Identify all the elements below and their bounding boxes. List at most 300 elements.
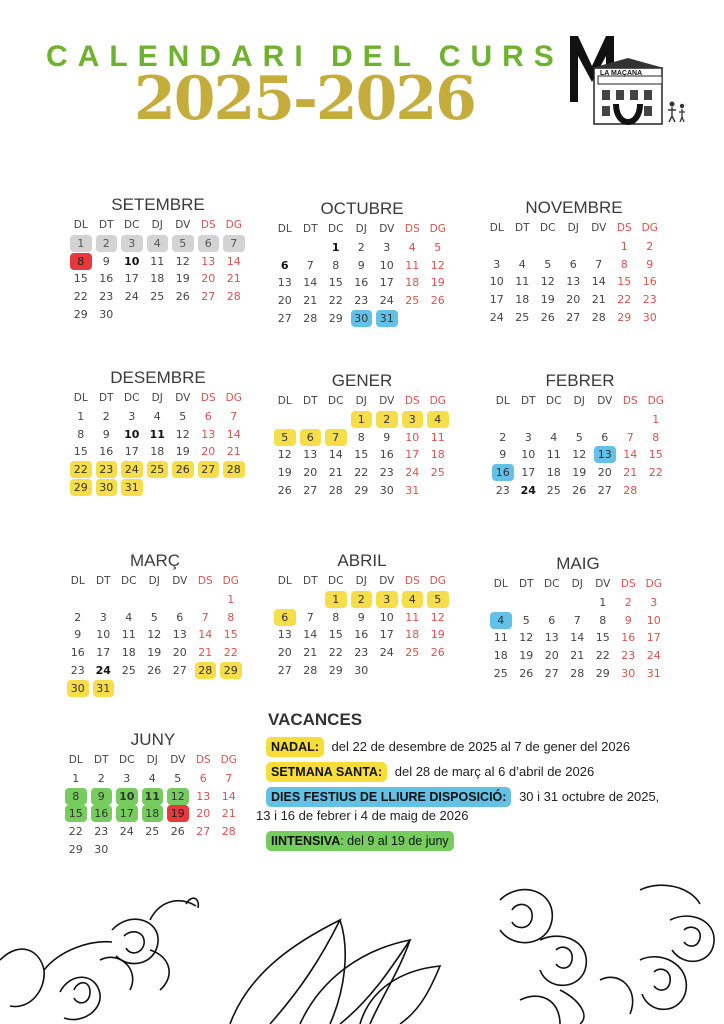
festius-text: 30 i 31 octubre de 2025, (519, 789, 660, 804)
month-gener (272, 371, 452, 500)
day-cell: 19 (167, 805, 189, 822)
weekday-header: DJ (355, 395, 367, 407)
weekday-header: DG (429, 223, 446, 235)
day-cell: 7 (306, 258, 314, 272)
intensiva-label: IINTENSIVA (271, 834, 341, 848)
month-grid (272, 573, 452, 680)
weekday-header: DV (379, 395, 395, 407)
day-cell: 17 (124, 445, 139, 459)
school-year: 2025-2026 (134, 64, 475, 134)
day-cell: 30 (351, 310, 373, 327)
day-cell: 6 (198, 235, 220, 252)
day-cell: 29 (68, 842, 83, 856)
day-cell: 15 (73, 445, 88, 459)
month-octubre (272, 199, 452, 328)
day-cell: 23 (495, 483, 510, 497)
day-cell: 13 (196, 789, 211, 803)
empty-cell (116, 591, 142, 609)
day-cell: 20 (277, 646, 292, 660)
day-cell: 10 (124, 427, 140, 441)
day-cell: 8 (620, 257, 628, 271)
day-cell: 11 (515, 275, 530, 289)
day-cell: 18 (546, 466, 561, 480)
weekday-header: DC (121, 575, 137, 587)
empty-cell (539, 594, 565, 612)
day-cell: 21 (226, 272, 241, 286)
month-name: FEBRER (545, 371, 615, 390)
day-cell: 1 (599, 595, 607, 609)
day-cell: 14 (591, 275, 606, 289)
day-cell: 4 (147, 235, 169, 252)
day-cell: 9 (74, 628, 82, 642)
day-cell: 13 (277, 628, 292, 642)
weekday-header: DG (645, 578, 662, 590)
day-cell: 18 (515, 293, 530, 307)
day-cell: 21 (570, 649, 585, 663)
weekday-header: DL (68, 754, 83, 766)
day-cell: 2 (646, 239, 654, 253)
weekday-header: DL (493, 578, 508, 590)
day-cell: 22 (70, 461, 92, 478)
day-cell: 23 (642, 293, 657, 307)
day-cell: 25 (145, 825, 160, 839)
day-cell: 27 (201, 290, 216, 304)
day-cell: 18 (150, 272, 165, 286)
weekday-header: DV (595, 578, 611, 590)
weekday-header: DS (195, 754, 211, 766)
weekday-header: DJ (151, 392, 163, 404)
day-cell: 4 (490, 612, 512, 629)
empty-cell (516, 411, 542, 429)
day-cell: 28 (623, 483, 638, 497)
day-cell: 22 (617, 293, 632, 307)
weekday-header: DS (620, 578, 636, 590)
day-cell: 24 (405, 466, 420, 480)
day-cell: 17 (489, 293, 504, 307)
month-name: MAIG (556, 554, 600, 573)
day-cell: 12 (430, 610, 445, 624)
empty-cell (510, 238, 536, 256)
month-grid (65, 573, 245, 698)
day-cell: 18 (121, 646, 136, 660)
empty-cell (592, 411, 618, 429)
day-cell: 24 (121, 461, 143, 478)
weekday-header: DL (495, 395, 510, 407)
day-cell: 3 (99, 610, 107, 624)
day-cell: 25 (493, 666, 508, 680)
day-cell: 19 (430, 276, 445, 290)
day-cell: 23 (621, 649, 636, 663)
day-cell: 16 (379, 448, 394, 462)
day-cell: 9 (91, 788, 113, 805)
empty-cell (490, 411, 516, 429)
day-cell: 13 (172, 628, 187, 642)
day-cell: 1 (70, 235, 92, 252)
month-grid (488, 576, 668, 683)
day-cell: 11 (142, 788, 164, 805)
day-cell: 4 (125, 610, 133, 624)
weekday-header: DC (119, 754, 135, 766)
day-cell: 9 (102, 254, 110, 268)
day-cell: 13 (277, 276, 292, 290)
day-cell: 26 (170, 825, 185, 839)
day-cell: 5 (174, 771, 182, 785)
day-cell: 22 (595, 649, 610, 663)
day-cell: 5 (522, 613, 530, 627)
day-cell: 30 (94, 842, 109, 856)
day-cell: 8 (332, 610, 340, 624)
day-cell: 5 (274, 429, 296, 446)
day-cell: 13 (303, 448, 318, 462)
weekday-header: DV (172, 575, 188, 587)
month-grid (68, 390, 248, 497)
day-cell: 9 (357, 258, 365, 272)
day-cell: 14 (226, 427, 241, 441)
day-cell: 29 (70, 479, 92, 496)
day-cell: 1 (227, 592, 235, 606)
day-cell: 20 (566, 293, 581, 307)
day-cell: 26 (172, 461, 194, 478)
day-cell: 26 (147, 663, 162, 677)
day-cell: 26 (540, 310, 555, 324)
day-cell: 18 (142, 805, 164, 822)
day-cell: 27 (277, 311, 292, 325)
day-cell: 25 (430, 466, 445, 480)
day-cell: 17 (96, 646, 111, 660)
day-cell: 7 (223, 235, 245, 252)
month-name: JUNY (130, 730, 176, 749)
day-cell: 1 (652, 412, 660, 426)
month-novembre (484, 198, 664, 327)
weekday-header: DT (515, 222, 530, 234)
legend-nadal (258, 736, 698, 761)
day-cell: 10 (379, 610, 394, 624)
weekday-header: DT (99, 392, 114, 404)
day-cell: 15 (328, 628, 343, 642)
day-cell: 27 (196, 825, 211, 839)
day-cell: 11 (121, 628, 136, 642)
day-cell: 25 (150, 290, 165, 304)
day-cell: 10 (646, 613, 661, 627)
day-cell: 24 (489, 310, 504, 324)
day-cell: 6 (601, 430, 609, 444)
day-cell: 14 (570, 631, 585, 645)
weekday-header: DC (328, 223, 344, 235)
day-cell: 29 (595, 666, 610, 680)
empty-cell (586, 238, 612, 256)
day-cell: 25 (546, 483, 561, 497)
day-cell: 4 (408, 240, 416, 254)
day-cell: 14 (303, 628, 318, 642)
day-cell: 19 (175, 445, 190, 459)
day-cell: 14 (198, 628, 213, 642)
weekday-header: DT (303, 575, 318, 587)
day-cell: 9 (499, 448, 507, 462)
day-cell: 24 (124, 290, 139, 304)
day-cell: 7 (626, 430, 634, 444)
month-name: MARÇ (129, 551, 181, 570)
day-cell: 1 (351, 411, 373, 428)
empty-cell (567, 411, 593, 429)
day-cell: 20 (544, 649, 559, 663)
day-cell: 22 (68, 825, 83, 839)
day-cell: 16 (354, 628, 369, 642)
day-cell: 23 (96, 461, 118, 478)
day-cell: 17 (124, 272, 139, 286)
day-cell: 25 (147, 461, 169, 478)
empty-cell (272, 591, 298, 609)
day-cell: 13 (544, 631, 559, 645)
day-cell: 29 (328, 311, 343, 325)
day-cell: 7 (325, 429, 347, 446)
weekday-header: DT (99, 219, 114, 231)
day-cell: 12 (540, 275, 555, 289)
weekday-header: DC (540, 222, 556, 234)
day-cell: 1 (325, 591, 347, 608)
weekday-header: DJ (148, 575, 160, 587)
weekday-header: DV (379, 223, 395, 235)
day-cell: 8 (357, 430, 365, 444)
day-cell: 30 (96, 479, 118, 496)
month-grid (490, 393, 670, 500)
month-grid (272, 393, 452, 500)
weekday-header: DG (641, 222, 658, 234)
empty-cell (514, 594, 540, 612)
weekday-header: DJ (146, 754, 158, 766)
day-cell: 28 (195, 662, 217, 679)
day-cell: 28 (591, 310, 606, 324)
day-cell: 16 (99, 445, 114, 459)
day-cell: 20 (303, 466, 318, 480)
day-cell: 16 (70, 646, 85, 660)
flower-illustration (0, 880, 724, 1024)
day-cell: 7 (595, 257, 603, 271)
day-cell: 16 (492, 464, 514, 481)
day-cell: 21 (591, 293, 606, 307)
day-cell: 25 (405, 294, 420, 308)
weekday-header: DL (277, 223, 292, 235)
day-cell: 27 (544, 666, 559, 680)
day-cell: 30 (621, 666, 636, 680)
day-cell: 19 (147, 646, 162, 660)
day-cell: 15 (223, 628, 238, 642)
weekday-header: DG (225, 392, 242, 404)
day-cell: 22 (328, 294, 343, 308)
day-cell: 4 (550, 430, 558, 444)
month-name: NOVEMBRE (525, 198, 623, 217)
day-cell: 8 (332, 258, 340, 272)
day-cell: 21 (303, 646, 318, 660)
empty-cell (193, 591, 219, 609)
empty-cell (541, 411, 567, 429)
day-cell: 31 (121, 479, 143, 496)
day-cell: 22 (223, 646, 238, 660)
legend-intensiva (258, 830, 698, 855)
day-cell: 20 (196, 807, 211, 821)
day-cell: 14 (221, 789, 236, 803)
day-cell: 12 (175, 427, 190, 441)
day-cell: 25 (121, 663, 136, 677)
day-cell: 21 (226, 445, 241, 459)
day-cell: 24 (119, 825, 134, 839)
day-cell: 10 (489, 275, 504, 289)
day-cell: 18 (493, 649, 508, 663)
month-abril (272, 551, 452, 680)
day-cell: 24 (646, 649, 661, 663)
setmana-santa-text: del 28 de març al 6 d’abril de 2026 (394, 764, 595, 779)
weekday-header: DS (616, 222, 632, 234)
day-cell: 22 (328, 646, 343, 660)
day-cell: 23 (354, 294, 369, 308)
weekday-header: DV (170, 754, 186, 766)
empty-cell (565, 594, 591, 612)
day-cell: 29 (617, 310, 632, 324)
day-cell: 25 (405, 646, 420, 660)
day-cell: 1 (620, 239, 628, 253)
day-cell: 23 (354, 646, 369, 660)
day-cell: 10 (379, 258, 394, 272)
day-cell: 30 (99, 307, 114, 321)
day-cell: 12 (147, 628, 162, 642)
nadal-label: NADAL: (266, 737, 324, 757)
day-cell: 15 (328, 276, 343, 290)
day-cell: 2 (96, 235, 118, 252)
day-cell: 17 (405, 448, 420, 462)
day-cell: 11 (405, 258, 420, 272)
month-grid (272, 221, 452, 328)
day-cell: 8 (65, 788, 87, 805)
day-cell: 9 (646, 257, 654, 271)
day-cell: 18 (405, 628, 420, 642)
day-cell: 5 (427, 591, 449, 608)
day-cell: 23 (99, 290, 114, 304)
day-cell: 24 (379, 294, 394, 308)
empty-cell (618, 411, 644, 429)
day-cell: 4 (518, 257, 526, 271)
day-cell: 2 (499, 430, 507, 444)
month-name: SETEMBRE (111, 195, 205, 214)
empty-cell (272, 411, 298, 429)
day-cell: 6 (548, 613, 556, 627)
day-cell: 3 (123, 771, 131, 785)
empty-cell (298, 591, 324, 609)
day-cell: 19 (572, 466, 587, 480)
weekday-header: DG (220, 754, 237, 766)
day-cell: 23 (379, 466, 394, 480)
month-marc (65, 551, 245, 698)
day-cell: 31 (376, 310, 398, 327)
day-cell: 6 (176, 610, 184, 624)
weekday-header: DG (429, 575, 446, 587)
day-cell: 21 (623, 466, 638, 480)
day-cell: 10 (116, 788, 138, 805)
month-desembre (68, 368, 248, 497)
day-cell: 27 (198, 461, 220, 478)
weekday-header: DV (597, 395, 613, 407)
day-cell: 24 (520, 483, 536, 497)
day-cell: 26 (277, 483, 292, 497)
day-cell: 20 (201, 445, 216, 459)
day-cell: 30 (642, 310, 657, 324)
weekday-header: DG (429, 395, 446, 407)
intensiva-tag (266, 831, 454, 851)
day-cell: 15 (354, 448, 369, 462)
empty-cell (323, 411, 349, 429)
day-cell: 21 (221, 807, 236, 821)
weekday-header: DV (175, 219, 191, 231)
day-cell: 22 (354, 466, 369, 480)
day-cell: 28 (223, 461, 245, 478)
day-cell: 4 (148, 771, 156, 785)
day-cell: 12 (430, 258, 445, 272)
empty-cell (91, 591, 117, 609)
day-cell: 7 (573, 613, 581, 627)
festius-label: DIES FESTIUS DE LLIURE DISPOSICIÓ: (266, 787, 511, 807)
weekday-header: DV (591, 222, 607, 234)
weekday-header: DS (200, 392, 216, 404)
day-cell: 13 (201, 427, 216, 441)
day-cell: 28 (303, 663, 318, 677)
day-cell: 8 (77, 427, 85, 441)
empty-cell (298, 239, 324, 257)
day-cell: 16 (642, 275, 657, 289)
month-febrer (490, 371, 670, 500)
day-cell: 7 (230, 409, 238, 423)
month-name: OCTUBRE (320, 199, 404, 218)
day-cell: 3 (650, 595, 658, 609)
day-cell: 23 (94, 825, 109, 839)
weekday-header: DJ (567, 222, 579, 234)
day-cell: 19 (540, 293, 555, 307)
day-cell: 1 (331, 240, 340, 254)
legend-setmana-santa (258, 761, 698, 786)
month-maig (488, 554, 668, 683)
intensiva-text: : del 9 al 19 de juny (340, 834, 449, 848)
day-cell: 22 (73, 290, 88, 304)
day-cell: 21 (303, 294, 318, 308)
school-logo (564, 32, 690, 136)
day-cell: 20 (201, 272, 216, 286)
day-cell: 13 (594, 446, 616, 463)
day-cell: 23 (70, 663, 85, 677)
day-cell: 4 (402, 591, 424, 608)
day-cell: 3 (128, 409, 136, 423)
day-cell: 9 (102, 427, 110, 441)
day-cell: 18 (405, 276, 420, 290)
day-cell: 27 (566, 310, 581, 324)
weekday-header: DV (379, 575, 395, 587)
day-cell: 30 (354, 663, 369, 677)
day-cell: 26 (430, 646, 445, 660)
day-cell: 28 (303, 311, 318, 325)
day-cell: 1 (72, 771, 80, 785)
weekday-header: DS (404, 223, 420, 235)
day-cell: 2 (376, 411, 398, 428)
weekday-header: DG (647, 395, 664, 407)
day-cell: 1 (77, 409, 85, 423)
calendar-title: CALENDARI DEL CURS (46, 40, 564, 73)
empty-cell (561, 238, 587, 256)
day-cell: 16 (621, 631, 636, 645)
empty-cell (167, 591, 193, 609)
day-cell: 6 (274, 609, 296, 626)
day-cell: 9 (383, 430, 391, 444)
day-cell: 28 (570, 666, 585, 680)
day-cell: 14 (328, 448, 343, 462)
day-cell: 9 (357, 610, 365, 624)
day-cell: 2 (102, 409, 110, 423)
weekday-header: DJ (573, 395, 585, 407)
